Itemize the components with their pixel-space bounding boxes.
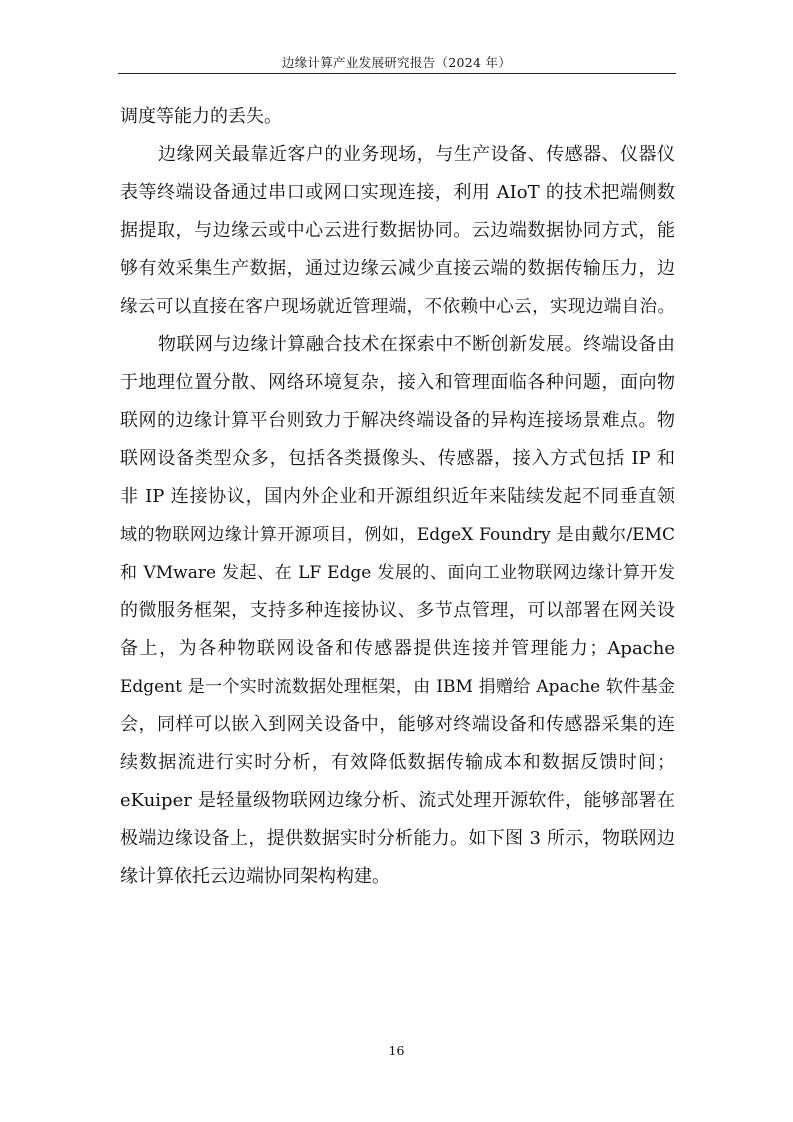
text-line: 的微服务框架，支持多种连接协议、多节点管理，可以部署在网关设: [120, 600, 675, 621]
text-line: 缘计算依托云边端协同架构构建。: [120, 866, 390, 887]
text-line: 和 VMware 发起、在 LF Edge 发展的、面向工业物联网边缘计算开发: [120, 563, 675, 583]
text-line: 边缘网关最靠近客户的业务现场，与生产设备、传感器、仪器仪: [158, 144, 675, 165]
running-header: 边缘计算产业发展研究报告（2024 年）: [281, 55, 512, 70]
text-line: 备上，为各种物联网设备和传感器提供连接并管理能力；Apache: [120, 638, 675, 659]
text-line: 缘云可以直接在客户现场就近管理端，不依赖中心云，实现边端自治。: [120, 297, 675, 317]
text-line: 极端边缘设备上，提供数据实时分析能力。如下图 3 所示，物联网边: [120, 828, 675, 849]
text-line: 非 IP 连接协议，国内外企业和开源组织近年来陆续发起不同垂直领: [120, 486, 675, 507]
text-line: Edgent 是一个实时流数据处理框架，由 IBM 捐赠给 Apache 软件基金: [120, 677, 675, 697]
text-line: 域的物联网边缘计算开源项目，例如，EdgeX Foundry 是由戴尔/EMC: [120, 525, 675, 545]
text-line: 物联网与边缘计算融合技术在探索中不断创新发展。终端设备由: [158, 334, 675, 355]
text-line: 联网的边缘计算平台则致力于解决终端设备的异构连接场景难点。物: [120, 410, 675, 431]
text-line: 够有效采集生产数据，通过边缘云减少直接云端的数据传输压力，边: [120, 258, 675, 279]
text-line: eKuiper 是轻量级物联网边缘分析、流式处理开源软件，能够部署在: [120, 790, 675, 811]
text-line: 调度等能力的丢失。: [120, 106, 282, 127]
text-line: 于地理位置分散、网络环境复杂，接入和管理面临各种问题，面向物: [120, 372, 675, 393]
text-line: 表等终端设备通过串口或网口实现连接，利用 AIoT 的技术把端侧数: [120, 182, 675, 203]
page-number: 16: [388, 1043, 405, 1058]
text-line: 据提取，与边缘云或中心云进行数据协同。云边端数据协同方式，能: [120, 220, 675, 241]
body-text: [120, 98, 675, 896]
text-line: 续数据流进行实时分析，有效降低数据传输成本和数据反馈时间；: [120, 752, 675, 773]
text-line: 会，同样可以嵌入到网关设备中，能够对终端设备和传感器采集的连: [120, 714, 675, 735]
text-line: 联网设备类型众多，包括各类摄像头、传感器，接入方式包括 IP 和: [120, 448, 675, 469]
header-rule: [118, 73, 676, 74]
